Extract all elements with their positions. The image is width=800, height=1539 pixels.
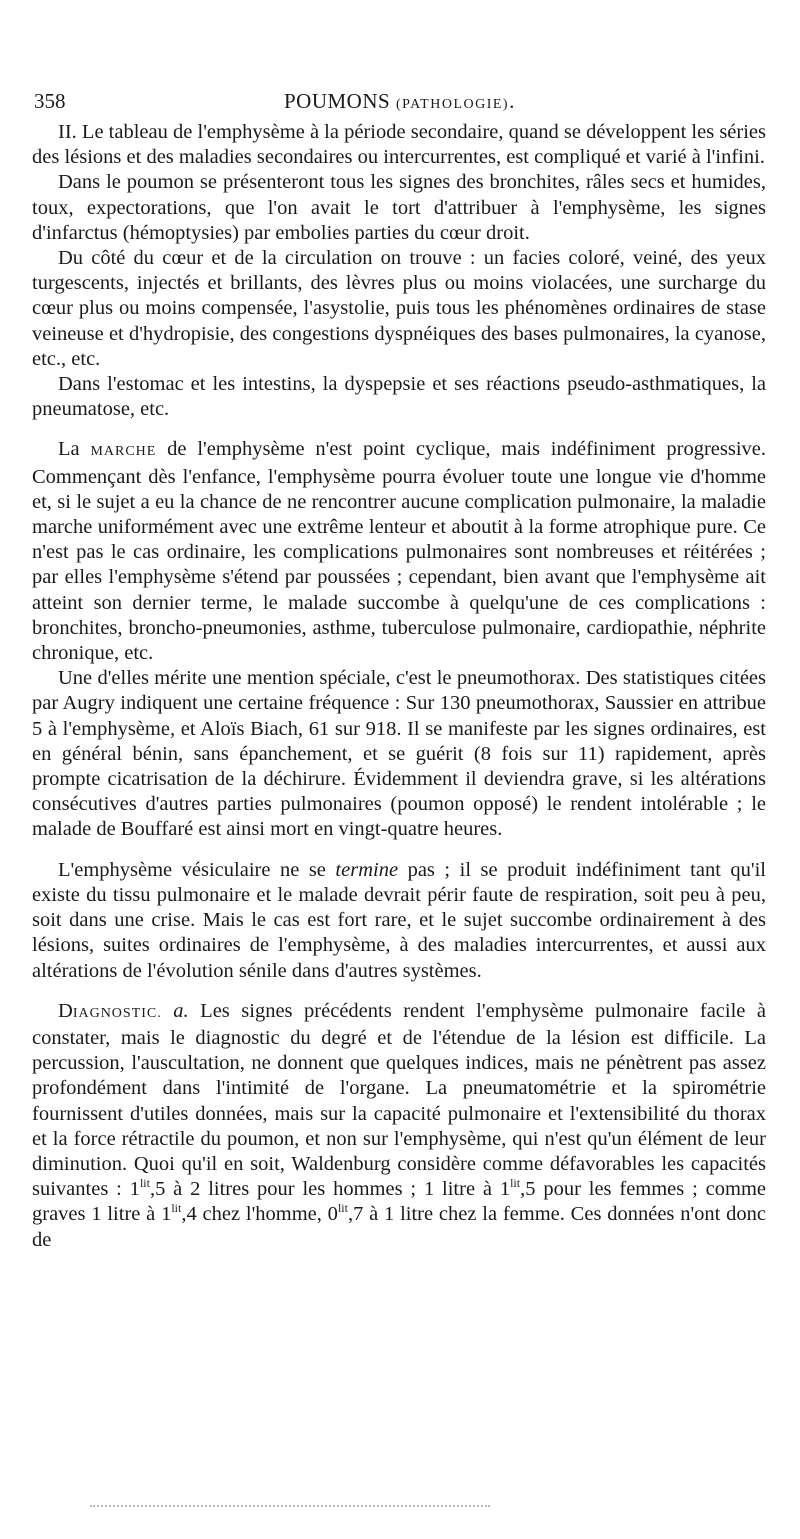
termination-text-a: L'emphysème vésiculaire ne se bbox=[58, 858, 336, 881]
page-header bbox=[34, 86, 764, 116]
running-title-period: . bbox=[509, 89, 515, 113]
unit-litre-2: lit bbox=[510, 1176, 521, 1191]
running-title-sub: (PATHOLOGIE) bbox=[395, 97, 510, 112]
diagnostic-text-d: ,4 chez l'homme, 0 bbox=[181, 1203, 338, 1226]
paragraph-marche bbox=[32, 437, 766, 666]
termination-text-b: pas ; il se produit indéfiniment tant qu'il existe du tissu pulmonaire et le malade devrait périr faute de respiration, soit peu à peu, soit dans une crise. Mais le cas est fort rare, et le sujet succombe ordinairement à des lésions, suites ordinaires de l'emphysème, à des maladies intercurrentes, et aussi aux altérations de l'évolution sénile dans d'autres systèmes. bbox=[32, 858, 766, 982]
marche-heading: MARCHE bbox=[90, 444, 157, 460]
paragraph-heart-circulation: Du côté du cœur et de la circulation on trouve : un facies coloré, veiné, des yeux turgescents, injectés et brillants, des lèvres plus ou moins violacées, une surcharge du cœur plus ou moins compensée, l'asystolie, puis tous les phénomènes ordinaires de stase veineuse et d'hydropisie, des congestions dyspnéiques des bases pulmonaires, la cyanose, etc., etc. bbox=[32, 247, 766, 370]
running-title bbox=[284, 86, 515, 120]
scan-artifact bbox=[90, 1505, 490, 1513]
diagnostic-item-a: a. bbox=[161, 999, 189, 1022]
unit-litre-3: lit bbox=[171, 1201, 182, 1216]
diagnostic-heading: IAGNOSTIC. bbox=[72, 1005, 162, 1021]
marche-body: de l'emphysème n'est point cyclique, mais indéfiniment progressive. Commençant dès l'enfance, l'emphysème pourra évoluer toute une longue vie d'homme et, si le sujet a eu la chance de ne rencontrer aucune complication pulmonaire, la maladie marche uniformément avec une extrême lenteur et aboutit à la forme atrophique pure. Ce n'est pas le cas ordinaire, les complications pulmonaires sont nombreuses et réitérées ; par elles l'emphysème s'étend par poussées ; cependant, bien avant que l'emphysème ait atteint son dernier terme, le malade succombe à quelqu'une de ces complications : bronchites, broncho-pneumonies, asthme, tuberculose pulmonaire, cardiopathie, néphrite chronique, etc. bbox=[32, 438, 767, 665]
unit-litre-1: lit bbox=[139, 1176, 150, 1191]
diagnostic-text-b: ,5 à 2 litres pour les hommes ; 1 litre à 1 bbox=[149, 1178, 511, 1201]
marche-lead-word: La bbox=[58, 438, 80, 461]
paragraph-diagnostic bbox=[32, 999, 766, 1253]
page-number: 358 bbox=[34, 89, 66, 113]
diagnostic-lead-d: D bbox=[58, 999, 73, 1022]
body-text bbox=[32, 120, 766, 1253]
diagnostic-text-a: Les signes précédents rendent l'emphysème pulmonaire facile à constater, mais le diagnostic du degré et de l'étendue de la lésion est difficile. La percussion, l'auscultation, ne donnent que quelques indices, mais ne pénètrent pas assez profondément dans l'intimité de l'organe. La pneumatométrie et la spirométrie fournissent d'utiles données, mais sur la capacité pulmonaire et l'extensibilité du thorax et la force rétractile du poumon, et non sur l'emphysème, qui n'est qu'un élément de leur diminution. Quoi qu'il en soit, Waldenburg considère comme défavorables les capacités suivantes : 1 bbox=[32, 999, 766, 1201]
termination-emphasis: termine bbox=[335, 858, 399, 881]
unit-litre-4: lit bbox=[337, 1201, 348, 1216]
running-title-main: POUMONS bbox=[284, 89, 391, 113]
paragraph-stomach: Dans l'estomac et les intestins, la dyspepsie et ses réactions pseudo-asthmatiques, la pneumatose, etc. bbox=[32, 373, 766, 421]
paragraph-lung-signs: Dans le poumon se présenteront tous les signes des bronchites, râles secs et humides, toux, expectorations, que l'on avait le tort d'attribuer à l'emphysème, les signes d'infarctus (hémoptysies) par embolies parties du cœur droit. bbox=[32, 171, 766, 244]
paragraph-termination bbox=[32, 858, 766, 984]
diagnostic-text-e: ,7 à 1 litre chez la femme. Ces données n'ont donc de bbox=[32, 1203, 766, 1251]
diagnostic-text-c: ,5 pour les femmes ; comme graves 1 litre à 1 bbox=[32, 1178, 766, 1226]
paragraph-pneumothorax: Une d'elles mérite une mention spéciale, c'est le pneumothorax. Des statistiques citées par Augry indiquent une certaine fréquence : Sur 130 pneumothorax, Saussier en attribue 5 à l'emphysème, et Aloïs Biach, 61 sur 918. Il se manifeste par les signes ordinaires, est en général bénin, sans épanchement, et se guérit (8 fois sur 11) rapidement, après prompte cicatrisation de la déchirure. Évidemment il deviendra grave, si les altérations consécutives d'autres parties pulmonaires (poumon opposé) le rendent intolérable ; le malade de Bouffaré est ainsi mort en vingt-quatre heures. bbox=[32, 667, 766, 841]
paragraph-emphysema-secondary: II. Le tableau de l'emphysème à la période secondaire, quand se développent les séries des lésions et des maladies secondaires ou intercurrentes, est compliqué et varié à l'infini. bbox=[32, 121, 766, 169]
